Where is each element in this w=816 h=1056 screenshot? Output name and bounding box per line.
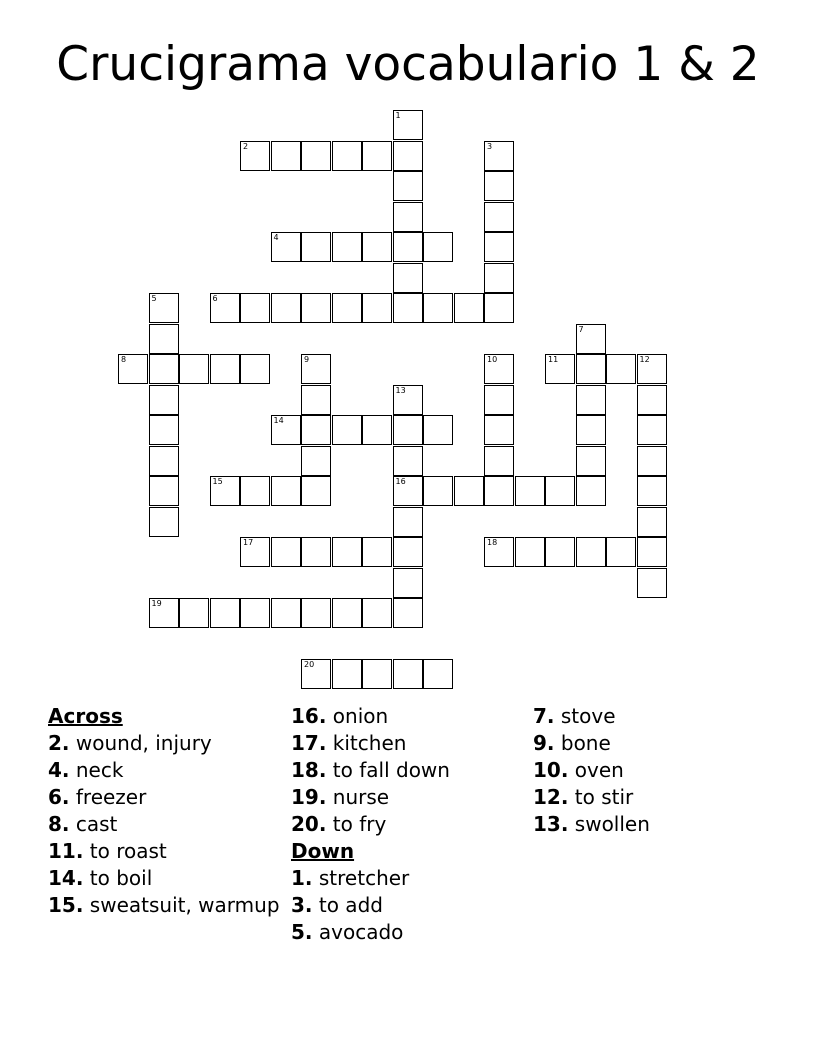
grid-cell[interactable] xyxy=(271,232,301,262)
down-clue xyxy=(291,865,531,892)
grid-cell[interactable] xyxy=(423,476,453,506)
clue-number: 19. xyxy=(291,785,327,809)
clue-text: sweatsuit, warmup xyxy=(89,893,280,917)
grid-cell[interactable] xyxy=(393,415,423,445)
grid-cell[interactable] xyxy=(576,476,606,506)
down-clue xyxy=(533,784,773,811)
grid-cell[interactable] xyxy=(332,659,362,689)
down-heading: Down xyxy=(291,839,355,863)
grid-cell[interactable] xyxy=(362,415,392,445)
grid-cell[interactable] xyxy=(393,110,423,140)
across-clue xyxy=(48,892,288,919)
grid-cell[interactable] xyxy=(149,385,179,415)
grid-cell[interactable] xyxy=(515,537,545,567)
grid-cell[interactable] xyxy=(301,293,331,323)
grid-cell[interactable] xyxy=(637,568,667,598)
clue-number: 7. xyxy=(533,704,555,728)
across-clue xyxy=(291,811,531,838)
grid-cell[interactable] xyxy=(606,354,636,384)
clue-number: 17. xyxy=(291,731,327,755)
grid-cell[interactable] xyxy=(423,293,453,323)
grid-cell[interactable] xyxy=(149,598,179,628)
grid-cell[interactable] xyxy=(484,141,514,171)
grid-cell[interactable] xyxy=(454,293,484,323)
grid-cell[interactable] xyxy=(393,659,423,689)
grid-cell[interactable] xyxy=(240,476,270,506)
clue-text: avocado xyxy=(318,920,404,944)
grid-cell[interactable] xyxy=(484,385,514,415)
grid-cell[interactable] xyxy=(240,293,270,323)
cell-number: 6 xyxy=(212,294,218,303)
grid-cell[interactable] xyxy=(393,293,423,323)
cell-number: 20 xyxy=(304,660,315,669)
grid-cell[interactable] xyxy=(332,232,362,262)
clue-text: nurse xyxy=(332,785,390,809)
grid-cell[interactable] xyxy=(179,354,209,384)
cell-number: 3 xyxy=(487,141,493,151)
clues-column-2 xyxy=(291,703,531,946)
across-clue xyxy=(291,730,531,757)
grid-cell[interactable] xyxy=(484,446,514,476)
grid-cell[interactable] xyxy=(149,293,179,323)
grid-cell[interactable] xyxy=(484,171,514,201)
grid-cell[interactable] xyxy=(576,537,606,567)
grid-cell[interactable] xyxy=(301,598,331,628)
grid-cell[interactable] xyxy=(576,385,606,415)
cell-number: 11 xyxy=(548,355,559,364)
grid-cell[interactable] xyxy=(637,537,667,567)
clues-column-1 xyxy=(48,703,288,919)
clue-number: 11. xyxy=(48,839,84,863)
across-clue xyxy=(48,838,288,865)
grid-cell[interactable] xyxy=(545,537,575,567)
grid-cell[interactable] xyxy=(484,202,514,232)
clue-number: 6. xyxy=(48,785,70,809)
grid-cell[interactable] xyxy=(271,598,301,628)
grid-cell[interactable] xyxy=(576,324,606,354)
clue-number: 14. xyxy=(48,866,84,890)
clue-text: oven xyxy=(574,758,624,782)
clue-text: stove xyxy=(560,704,616,728)
grid-cell[interactable] xyxy=(393,476,423,506)
across-heading: Across xyxy=(48,704,123,728)
grid-cell[interactable] xyxy=(179,598,209,628)
grid-cell[interactable] xyxy=(301,446,331,476)
cell-number: 19 xyxy=(151,599,162,608)
cell-number: 5 xyxy=(151,294,157,303)
grid-cell[interactable] xyxy=(393,141,423,171)
across-clue xyxy=(291,784,531,811)
grid-cell[interactable] xyxy=(393,537,423,567)
grid-cell[interactable] xyxy=(362,537,392,567)
grid-cell[interactable] xyxy=(149,415,179,445)
grid-cell[interactable] xyxy=(362,232,392,262)
across-clue xyxy=(291,757,531,784)
grid-cell[interactable] xyxy=(393,446,423,476)
grid-cell[interactable] xyxy=(484,415,514,445)
grid-cell[interactable] xyxy=(362,659,392,689)
grid-cell[interactable] xyxy=(637,385,667,415)
cell-number: 17 xyxy=(243,538,254,547)
down-clue xyxy=(533,730,773,757)
clue-number: 1. xyxy=(291,866,313,890)
cell-number: 10 xyxy=(487,355,498,364)
cell-number: 4 xyxy=(273,233,279,242)
grid-cell[interactable] xyxy=(301,232,331,262)
grid-cell[interactable] xyxy=(484,263,514,293)
clue-text: to fall down xyxy=(332,758,450,782)
clue-text: to fry xyxy=(332,812,387,836)
grid-cell[interactable] xyxy=(454,476,484,506)
clue-number: 8. xyxy=(48,812,70,836)
clue-text: to boil xyxy=(89,866,153,890)
down-clue xyxy=(533,703,773,730)
down-clue xyxy=(533,757,773,784)
cell-number: 14 xyxy=(273,416,284,425)
clue-text: cast xyxy=(75,812,118,836)
clue-text: to stir xyxy=(574,785,634,809)
grid-cell[interactable] xyxy=(301,141,331,171)
grid-cell[interactable] xyxy=(484,537,514,567)
clue-number: 5. xyxy=(291,920,313,944)
grid-cell[interactable] xyxy=(332,537,362,567)
down-clue xyxy=(291,892,531,919)
grid-cell[interactable] xyxy=(362,293,392,323)
cell-number: 18 xyxy=(487,538,498,547)
across-clue xyxy=(291,703,531,730)
cell-number: 16 xyxy=(395,477,406,486)
grid-cell[interactable] xyxy=(423,415,453,445)
clue-text: wound, injury xyxy=(75,731,212,755)
grid-cell[interactable] xyxy=(393,202,423,232)
grid-cell[interactable] xyxy=(301,354,331,384)
grid-cell[interactable] xyxy=(240,354,270,384)
grid-cell[interactable] xyxy=(423,232,453,262)
grid-cell[interactable] xyxy=(362,141,392,171)
grid-cell[interactable] xyxy=(362,598,392,628)
grid-cell[interactable] xyxy=(271,141,301,171)
grid-cell[interactable] xyxy=(484,232,514,262)
grid-cell[interactable] xyxy=(271,293,301,323)
clue-text: bone xyxy=(560,731,611,755)
clue-number: 20. xyxy=(291,812,327,836)
grid-cell[interactable] xyxy=(332,141,362,171)
clue-text: swollen xyxy=(574,812,650,836)
down-clue xyxy=(533,811,773,838)
grid-cell[interactable] xyxy=(545,476,575,506)
grid-cell[interactable] xyxy=(301,537,331,567)
grid-cell[interactable] xyxy=(332,598,362,628)
clue-text: neck xyxy=(75,758,124,782)
grid-cell[interactable] xyxy=(545,354,575,384)
clue-number: 3. xyxy=(291,893,313,917)
grid-cell[interactable] xyxy=(149,507,179,537)
clue-number: 10. xyxy=(533,758,569,782)
grid-cell[interactable] xyxy=(393,232,423,262)
cell-number: 13 xyxy=(395,385,406,395)
clue-number: 12. xyxy=(533,785,569,809)
across-clue xyxy=(48,811,288,838)
grid-cell[interactable] xyxy=(332,415,362,445)
page-title: Crucigrama vocabulario 1 & 2 xyxy=(56,37,760,92)
grid-cell[interactable] xyxy=(301,476,331,506)
cell-number: 8 xyxy=(121,355,127,364)
grid-cell[interactable] xyxy=(393,507,423,537)
clue-text: to roast xyxy=(89,839,167,863)
grid-cell[interactable] xyxy=(240,537,270,567)
grid-cell[interactable] xyxy=(332,293,362,323)
clues-column-3 xyxy=(533,703,773,838)
clue-text: kitchen xyxy=(332,731,407,755)
clue-text: onion xyxy=(332,704,389,728)
grid-cell[interactable] xyxy=(423,659,453,689)
grid-cell[interactable] xyxy=(149,476,179,506)
cell-number: 1 xyxy=(395,111,401,120)
clue-number: 2. xyxy=(48,731,70,755)
grid-cell[interactable] xyxy=(515,476,545,506)
grid-cell[interactable] xyxy=(393,598,423,628)
grid-cell[interactable] xyxy=(210,598,240,628)
clue-number: 15. xyxy=(48,893,84,917)
cell-number: 9 xyxy=(304,355,310,364)
cell-number: 2 xyxy=(243,141,249,151)
grid-cell[interactable] xyxy=(301,385,331,415)
clue-text: stretcher xyxy=(318,866,410,890)
clue-number: 13. xyxy=(533,812,569,836)
grid-cell[interactable] xyxy=(393,385,423,415)
grid-cell[interactable] xyxy=(271,476,301,506)
clue-number: 16. xyxy=(291,704,327,728)
grid-cell[interactable] xyxy=(484,293,514,323)
grid-cell[interactable] xyxy=(637,446,667,476)
grid-cell[interactable] xyxy=(576,354,606,384)
grid-cell[interactable] xyxy=(301,415,331,445)
across-clue xyxy=(48,865,288,892)
clue-number: 4. xyxy=(48,758,70,782)
grid-cell[interactable] xyxy=(210,476,240,506)
cell-number: 12 xyxy=(639,355,650,364)
down-clue xyxy=(291,919,531,946)
grid-cell[interactable] xyxy=(240,141,270,171)
cell-number: 7 xyxy=(578,324,584,334)
grid-cell[interactable] xyxy=(393,568,423,598)
clue-text: freezer xyxy=(75,785,147,809)
grid-cell[interactable] xyxy=(118,354,148,384)
grid-cell[interactable] xyxy=(393,171,423,201)
grid-cell[interactable] xyxy=(484,476,514,506)
grid-cell[interactable] xyxy=(149,446,179,476)
grid-cell[interactable] xyxy=(149,354,179,384)
clue-number: 9. xyxy=(533,731,555,755)
across-clue xyxy=(48,784,288,811)
grid-cell[interactable] xyxy=(393,263,423,293)
grid-cell[interactable] xyxy=(240,598,270,628)
grid-cell[interactable] xyxy=(637,415,667,445)
grid-cell[interactable] xyxy=(210,293,240,323)
grid-cell[interactable] xyxy=(484,354,514,384)
grid-cell[interactable] xyxy=(271,537,301,567)
grid-cell[interactable] xyxy=(576,415,606,445)
across-clue xyxy=(48,730,288,757)
grid-cell[interactable] xyxy=(576,446,606,476)
clue-number: 18. xyxy=(291,758,327,782)
grid-cell[interactable] xyxy=(271,415,301,445)
across-clue xyxy=(48,757,288,784)
grid-cell[interactable] xyxy=(637,507,667,537)
grid-cell[interactable] xyxy=(149,324,179,354)
clue-text: to add xyxy=(318,893,383,917)
grid-cell[interactable] xyxy=(210,354,240,384)
grid-cell[interactable] xyxy=(301,659,331,689)
grid-cell[interactable] xyxy=(637,354,667,384)
grid-cell[interactable] xyxy=(606,537,636,567)
grid-cell[interactable] xyxy=(637,476,667,506)
cell-number: 15 xyxy=(212,477,223,486)
